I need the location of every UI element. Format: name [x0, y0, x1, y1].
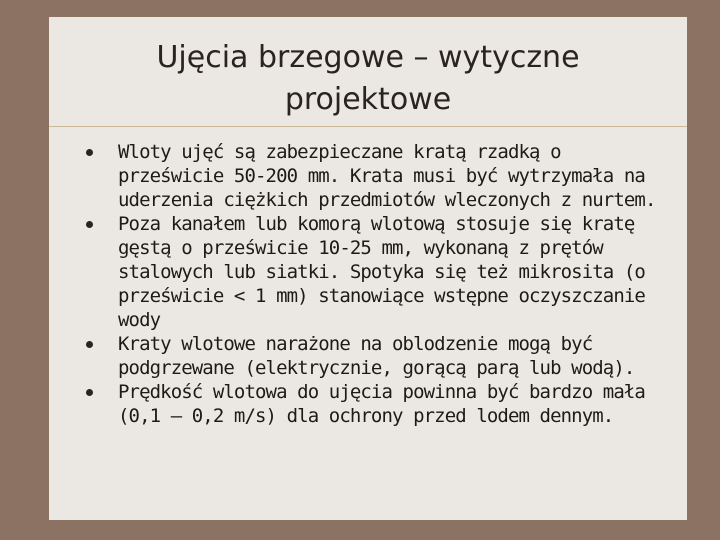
bullet-dot-icon — [86, 149, 93, 156]
bullet-list — [86, 140, 676, 428]
bullet-dot-icon — [86, 389, 93, 396]
slide-title-line-1: Ujęcia brzegowe – wytyczne — [156, 40, 580, 75]
bullet-text: Prędkość wlotowa do ujęcia powinna być bardzo mała (0,1 – 0,2 m/s) dla ochrony przed lodem dennym. — [118, 381, 645, 427]
bullet-text: Poza kanałem lub komorą wlotową stosuje się kratę gęstą o prześwicie 10-25 mm, wykonaną z prętów stalowych lub siatki. Spotyka się też mikrosita (o prześwicie < 1 mm) stanowiące wstępne oczyszczanie wody — [118, 213, 645, 331]
slide-title — [49, 37, 687, 121]
slide-panel — [49, 17, 687, 520]
bullet-item — [86, 332, 676, 380]
bullet-dot-icon — [86, 221, 93, 228]
bullet-dot-icon — [86, 341, 93, 348]
bullet-item — [86, 380, 676, 428]
bullet-item — [86, 140, 676, 212]
bullet-text: Wloty ujęć są zabezpieczane kratą rzadką o prześwicie 50-200 mm. Krata musi być wytrzymała na uderzenia ciężkich przedmiotów wleczonych z nurtem. — [118, 141, 656, 211]
title-divider — [49, 126, 687, 127]
slide-title-line-2: projektowe — [284, 82, 452, 117]
bullet-item — [86, 212, 676, 332]
bullet-text: Kraty wlotowe narażone na oblodzenie mogą być podgrzewane (elektrycznie, gorącą parą lub wodą). — [118, 333, 635, 379]
